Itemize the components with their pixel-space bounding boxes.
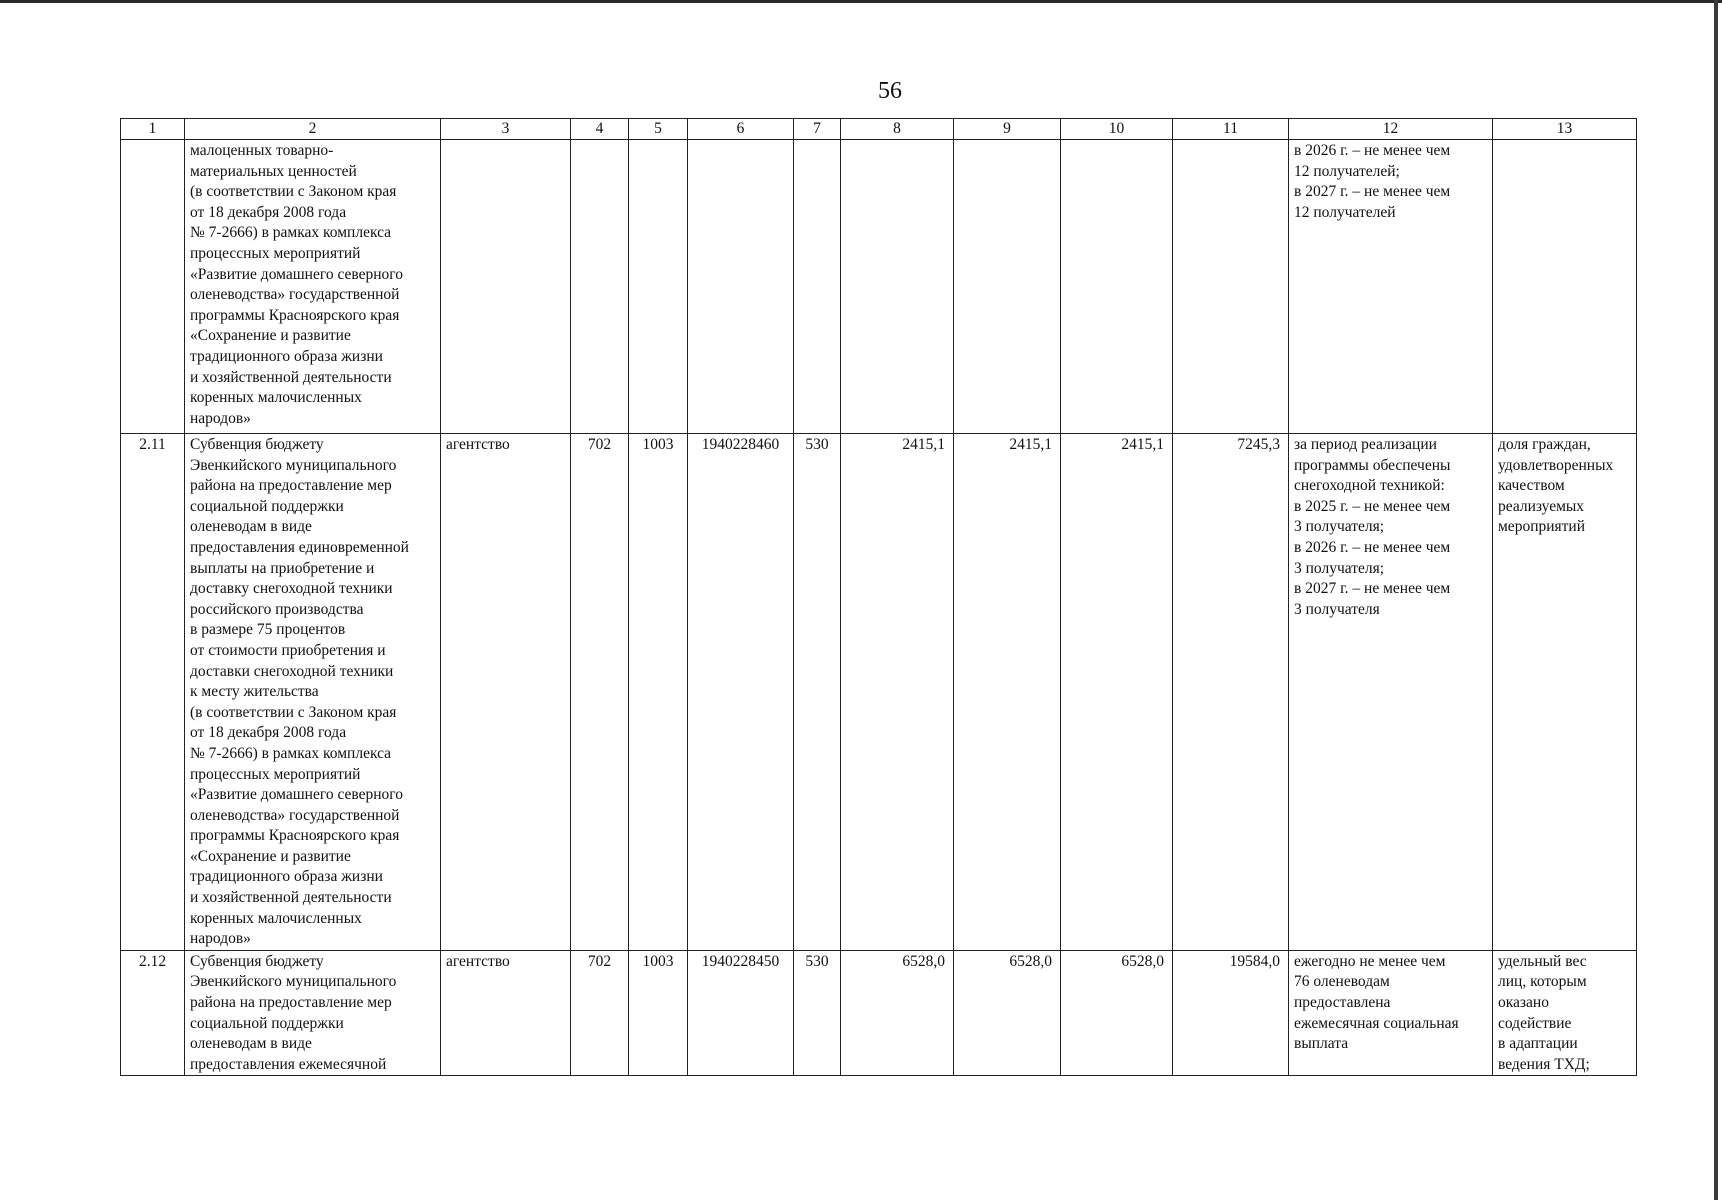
code-cell: 530 xyxy=(794,950,841,1076)
table-row xyxy=(121,950,1637,1076)
result-cell: за период реализации программы обеспечены снегоходной техникой: в 2025 г. – не менее чем 3 получателя; в 2026 г. – не менее чем 3 получателя; в 2027 г. – не менее чем 3 получателя xyxy=(1289,434,1493,951)
amount-cell: 7245,3 xyxy=(1173,434,1289,951)
amount-cell: 19584,0 xyxy=(1173,950,1289,1076)
column-header: 10 xyxy=(1061,119,1173,140)
code-cell xyxy=(688,140,794,434)
executor-cell xyxy=(441,140,571,434)
row-number-cell xyxy=(121,140,185,434)
column-header: 6 xyxy=(688,119,794,140)
table-row xyxy=(121,140,1637,434)
column-header: 13 xyxy=(1493,119,1637,140)
scan-edge-top xyxy=(0,0,1722,3)
column-header: 12 xyxy=(1289,119,1493,140)
column-header: 1 xyxy=(121,119,185,140)
amount-cell: 6528,0 xyxy=(1061,950,1173,1076)
amount-cell: 6528,0 xyxy=(841,950,954,1076)
amount-cell xyxy=(954,140,1061,434)
column-header: 9 xyxy=(954,119,1061,140)
budget-table xyxy=(120,118,1637,1076)
code-cell: 1003 xyxy=(629,950,688,1076)
code-cell: 1003 xyxy=(629,434,688,951)
indicator-cell xyxy=(1493,140,1637,434)
indicator-cell: удельный вес лиц, которым оказано содействие в адаптации ведения ТХД; xyxy=(1493,950,1637,1076)
executor-cell: агентство xyxy=(441,950,571,1076)
table-row xyxy=(121,434,1637,951)
amount-cell xyxy=(1061,140,1173,434)
page-number: 56 xyxy=(878,78,902,104)
result-cell: ежегодно не менее чем 76 оленеводам предоставлена ежемесячная социальная выплата xyxy=(1289,950,1493,1076)
column-header: 2 xyxy=(185,119,441,140)
column-header: 11 xyxy=(1173,119,1289,140)
code-cell xyxy=(571,140,629,434)
indicator-cell: доля граждан, удовлетворенных качеством реализуемых мероприятий xyxy=(1493,434,1637,951)
result-cell: в 2026 г. – не менее чем 12 получателей; в 2027 г. – не менее чем 12 получателей xyxy=(1289,140,1493,434)
scan-edge-right xyxy=(1714,0,1718,1200)
amount-cell: 2415,1 xyxy=(841,434,954,951)
description-cell: малоценных товарно- материальных ценностей (в соответствии с Законом края от 18 декабря 2008 года № 7-2666) в рамках комплекса процессных мероприятий «Развитие домашнего северного оленеводства» государственной программы Красноярского края «Сохранение и развитие традиционного образа жизни и хозяйственной деятельности коренных малочисленных народов» xyxy=(185,140,441,434)
amount-cell xyxy=(841,140,954,434)
description-cell: Субвенция бюджету Эвенкийского муниципального района на предоставление мер социальной поддержки оленеводам в виде предоставления единовременной выплаты на приобретение и доставку снегоходной техники российского производства в размере 75 процентов от стоимости приобретения и доставки снегоходной техники к месту жительства (в соответствии с Законом края от 18 декабря 2008 года № 7-2666) в рамках комплекса процессных мероприятий «Развитие домашнего северного оленеводства» государственной программы Красноярского края «Сохранение и развитие традиционного образа жизни и хозяйственной деятельности коренных малочисленных народов» xyxy=(185,434,441,951)
amount-cell: 2415,1 xyxy=(954,434,1061,951)
column-header: 4 xyxy=(571,119,629,140)
code-cell: 530 xyxy=(794,434,841,951)
amount-cell: 2415,1 xyxy=(1061,434,1173,951)
row-number-cell: 2.12 xyxy=(121,950,185,1076)
code-cell: 702 xyxy=(571,950,629,1076)
code-cell xyxy=(794,140,841,434)
column-header: 8 xyxy=(841,119,954,140)
code-cell xyxy=(629,140,688,434)
column-header: 7 xyxy=(794,119,841,140)
code-cell: 702 xyxy=(571,434,629,951)
table-header-row xyxy=(121,119,1637,140)
row-number-cell: 2.11 xyxy=(121,434,185,951)
executor-cell: агентство xyxy=(441,434,571,951)
code-cell: 1940228460 xyxy=(688,434,794,951)
column-header: 3 xyxy=(441,119,571,140)
code-cell: 1940228450 xyxy=(688,950,794,1076)
column-header: 5 xyxy=(629,119,688,140)
amount-cell: 6528,0 xyxy=(954,950,1061,1076)
description-cell: Субвенция бюджету Эвенкийского муниципального района на предоставление мер социальной поддержки оленеводам в виде предоставления ежемесячной xyxy=(185,950,441,1076)
amount-cell xyxy=(1173,140,1289,434)
